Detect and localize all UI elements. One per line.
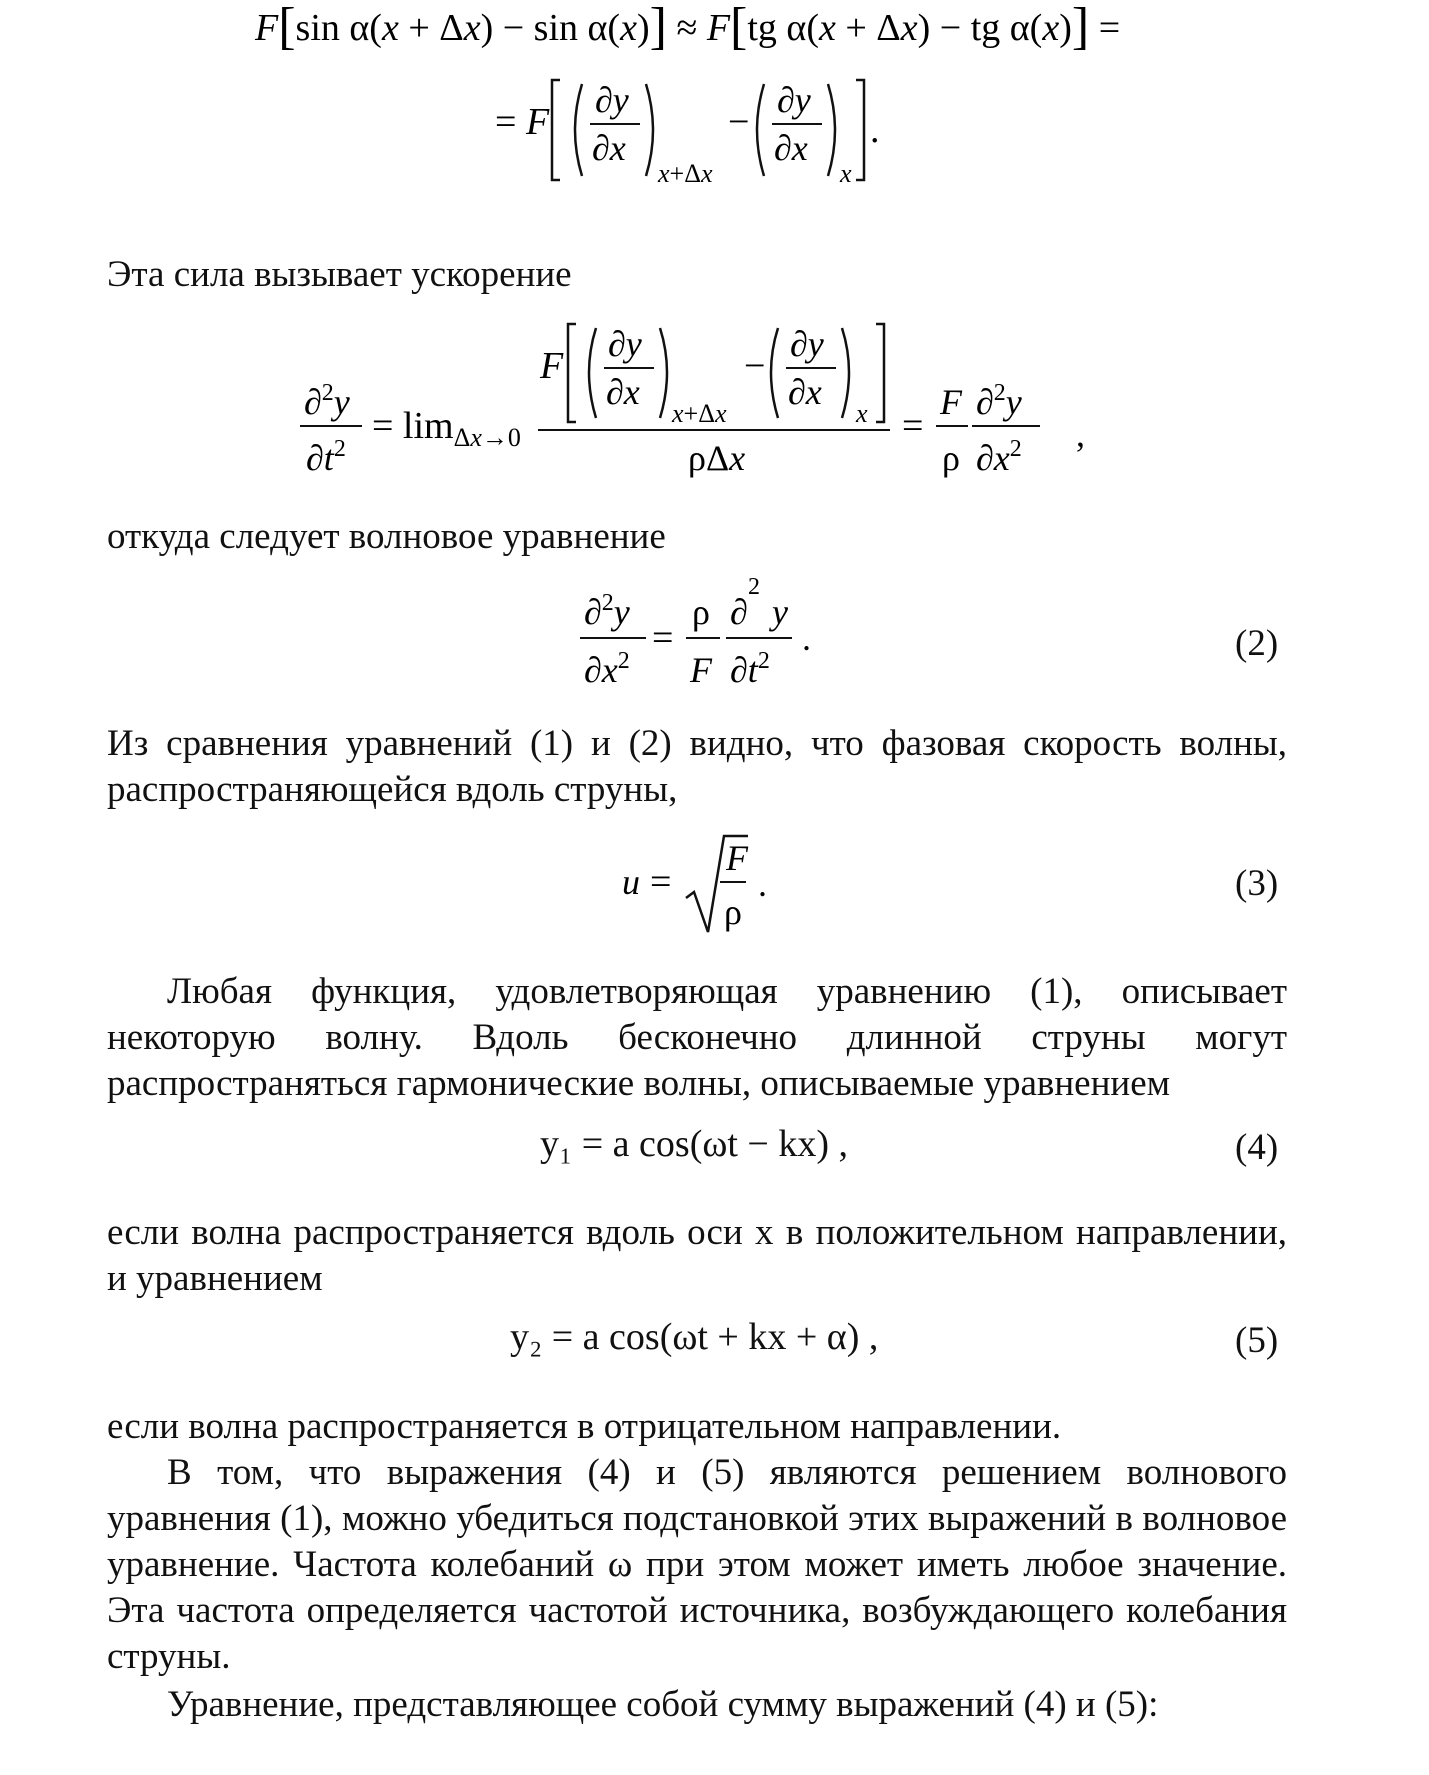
svg-text:∂x2: $\partial x^2$: [976, 436, 1022, 478]
svg-text:= limΔx→0: = $\lim_{\Delta x\to 0}$: [372, 405, 521, 452]
equation-3-velocity: [620, 826, 780, 946]
svg-text:∂y: ∂y: [777, 80, 811, 120]
svg-text:∂y: ∂y: [608, 324, 642, 364]
svg-text:∂x2: $\partial x^2$: [584, 648, 630, 690]
svg-text:.: .: [802, 618, 811, 658]
svg-text:∂y: ∂y: [595, 80, 629, 120]
svg-text:∂2y: ∂$^2$y: [584, 590, 630, 632]
svg-text:∂t2: $\partial t^2$: [730, 648, 770, 690]
svg-text:∂2y: ∂$^2$y: [304, 380, 350, 422]
svg-text:u: u: [622, 862, 640, 902]
equation-force-line2: [490, 72, 930, 192]
svg-text:∂x: ∂x: [592, 128, 626, 168]
paragraph-negative-direction: если волна распространяется в отрицательном направлении.: [107, 1406, 1062, 1447]
svg-text:∂y: ∂y: [790, 324, 824, 364]
svg-text:=: =: [902, 405, 924, 447]
svg-text:= F: = F: [495, 101, 550, 143]
equation-number-4: (4): [1235, 1127, 1279, 1168]
paragraph-wave-eq-follows: откуда следует волновое уравнение: [107, 516, 666, 557]
svg-text:x+Δx: x+Δx: [658, 159, 713, 188]
equation-2-wave: [580, 572, 820, 692]
svg-text:=: =: [652, 617, 674, 659]
equation-acceleration: [300, 318, 1100, 488]
svg-text:∂2y: ∂$^2$y: [976, 380, 1022, 422]
svg-text:ρ: ρ: [724, 892, 742, 932]
equation-number-3: (3): [1235, 863, 1279, 904]
svg-text:.: .: [870, 109, 880, 151]
svg-text:∂: ∂: [730, 592, 748, 632]
svg-text:−: −: [744, 345, 766, 387]
svg-text:F[sin α(x + Δx) − sin α(x)] ≈: F[sin α(x + Δx) − sin α(x)] ≈ F[tg α(x + Δx) − tg α(x)] =: [255, 0, 1121, 55]
svg-text:,: ,: [1076, 414, 1085, 454]
svg-text:F: F: [940, 382, 962, 422]
svg-text:−: −: [728, 101, 750, 143]
svg-text:=: =: [650, 861, 672, 903]
svg-text:2: 2: [748, 574, 760, 600]
paragraph-positive-direction: если волна распространяется вдоль оси x в положительном направлении, и уравнением: [107, 1212, 1287, 1299]
svg-text:y: y: [772, 592, 788, 632]
svg-text:F: F: [540, 345, 564, 387]
equation-4-harmonic: y₁ = a cos(ωt − kx) ,: [540, 1123, 849, 1165]
svg-text:F: F: [726, 838, 748, 878]
svg-text:∂x: ∂x: [774, 128, 808, 168]
svg-text:F: F: [690, 650, 712, 690]
svg-text:ρΔx: ρΔx: [688, 438, 746, 478]
equation-number-2: (2): [1235, 623, 1279, 664]
equation-number-5: (5): [1235, 1320, 1279, 1361]
svg-text:x: x: [856, 399, 868, 428]
equation-force-line1: [250, 0, 1150, 60]
svg-text:x: x: [840, 159, 852, 188]
svg-text:ρ: ρ: [692, 592, 710, 632]
paragraph-sum-equation: Уравнение, представляющее собой сумму выражений (4) и (5):: [167, 1684, 1159, 1725]
paragraph-solution-check: В том, что выражения (4) и (5) являются решением волнового уравнения (1), можно убедиться подстановкой этих выражений в волновое уравнение. Частота колебаний ω при этом может иметь любое значение. Эта частота определяется частотой источника, возбуждающего колебания струны.: [107, 1452, 1287, 1677]
svg-text:∂t2: $\partial t^2$: [306, 436, 346, 478]
svg-text:ρ: ρ: [942, 438, 960, 478]
svg-text:.: .: [758, 864, 767, 904]
paragraph-force-accel: Эта сила вызывает ускорение: [107, 254, 572, 295]
svg-text:x+Δx: x+Δx: [672, 399, 727, 428]
paragraph-phase-velocity: Из сравнения уравнений (1) и (2) видно, что фазовая скорость волны, распространяющейся вдоль струны,: [107, 723, 1287, 810]
svg-text:∂x: ∂x: [606, 372, 640, 412]
paragraph-any-function: Любая функция, удовлетворяющая уравнению (1), описывает некоторую волну. Вдоль бесконечно длинной струны могут распространяться гармонические волны, описываемые уравнением: [107, 971, 1287, 1104]
svg-text:∂x: ∂x: [788, 372, 822, 412]
equation-5-harmonic: y₂ = a cos(ωt + kx + α) ,: [510, 1316, 879, 1358]
